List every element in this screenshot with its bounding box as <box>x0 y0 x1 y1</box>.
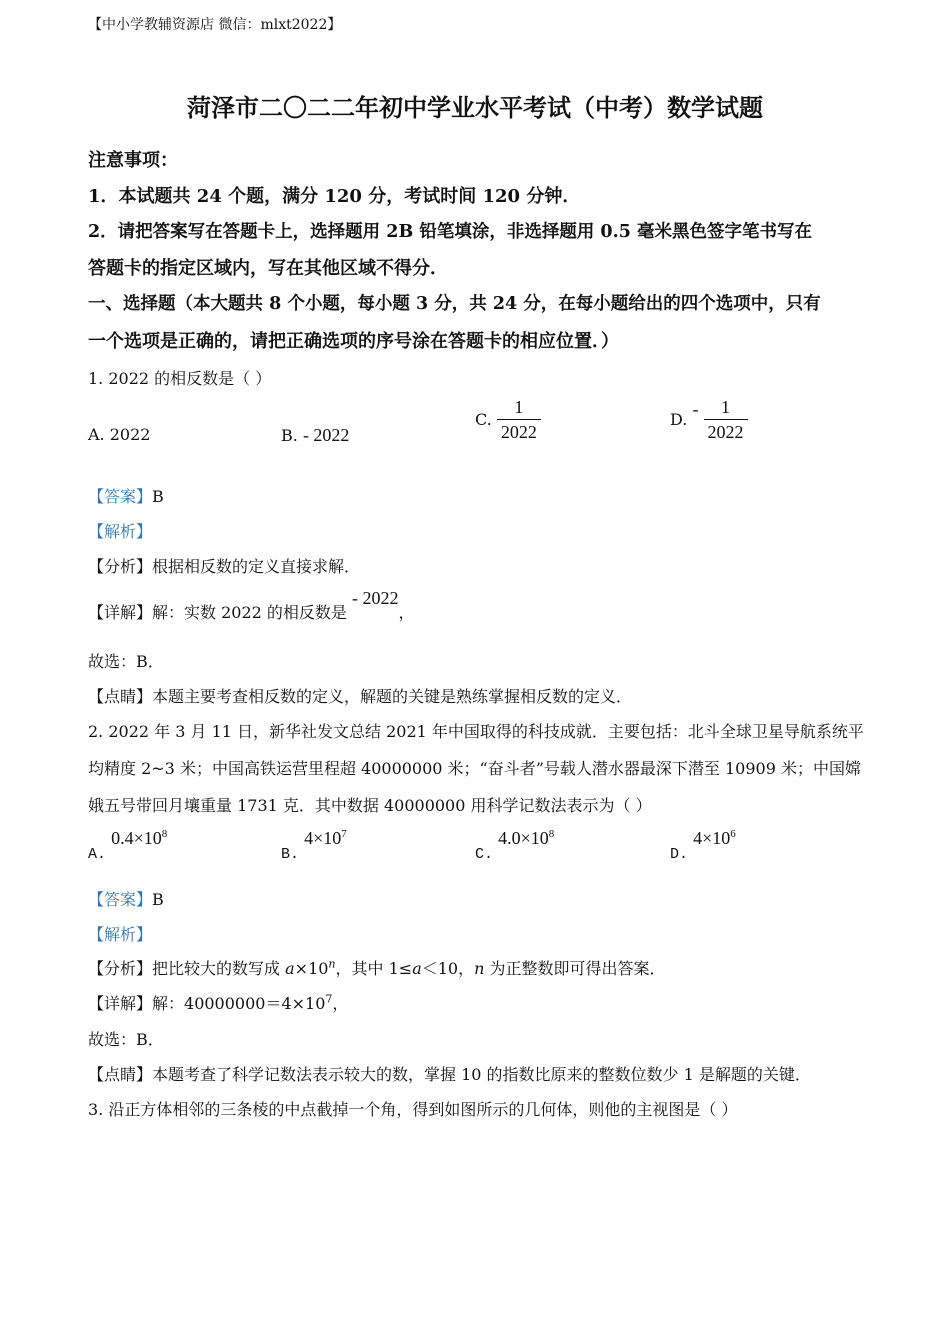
xiangjie-tail: ， <box>332 994 349 1013</box>
xiangjie-tail: ， <box>398 603 415 622</box>
base: 0.4×10 <box>111 828 162 848</box>
var-a-2: a <box>412 959 422 978</box>
fenxi-text-a: 把比较大的数写成 <box>152 959 286 978</box>
xiangjie-exponent: 7 <box>325 992 333 1006</box>
answer-tag: 【答案】 <box>88 487 153 506</box>
question-2-option-b <box>281 828 347 863</box>
question-2-analysis-tag: 【解析】 <box>88 925 153 944</box>
option-d-label: D. <box>670 410 688 429</box>
base: 4.0×10 <box>498 828 549 848</box>
question-2-stem-line-2: 均精度 2~3 米；中国高铁运营里程超 40000000 米；“奋斗者”号载人潜水器最深下潜至 10909 米；中国嫦 <box>88 759 861 778</box>
var-n: n <box>474 959 485 978</box>
notice-item-2-line-1: 2．请把答案写在答题卡上，选择题用 2B 铅笔填涂，非选择题用 0.5 毫米黑色签字笔书写在 <box>88 222 812 242</box>
base: 4×10 <box>304 828 342 848</box>
option-b-label: B. <box>281 426 298 445</box>
fenxi-text-d: ，其中 1≤ <box>335 959 413 978</box>
fraction-numerator: 1 <box>721 397 731 417</box>
option-d-label: D. <box>670 846 689 863</box>
exponent: 7 <box>341 828 347 840</box>
question-2-option-a <box>88 828 168 863</box>
notice-item-2-line-2: 答题卡的指定区域内，写在其他区域不得分． <box>88 258 448 279</box>
question-2-option-d <box>670 828 736 863</box>
var-n-exponent: n <box>328 957 336 971</box>
question-2-stem-line-3: 娥五号带回月壤重量 1731 克．其中数据 40000000 用科学记数法表示为（ ） <box>88 796 652 815</box>
option-a-value <box>111 828 167 848</box>
section-1-instructions-line-2: 一个选项是正确的，请把正确选项的序号涂在答题卡的相应位置．） <box>88 331 619 352</box>
option-a-label: A. <box>88 846 107 863</box>
dianjing-tag: 【点睛】 <box>88 687 153 706</box>
exponent: 6 <box>730 828 736 840</box>
question-1-analysis-tag: 【解析】 <box>88 522 153 541</box>
question-1-choose: 故选：B． <box>88 652 164 671</box>
dianjing-tag: 【点睛】 <box>88 1065 153 1084</box>
xiangjie-value: - 2022 <box>352 588 399 608</box>
option-d-fraction <box>704 398 748 441</box>
base: 4×10 <box>693 828 731 848</box>
option-b-value: - 2022 <box>302 425 350 445</box>
watermark-header: 【中小学教辅资源店 微信：mlxt2022】 <box>88 17 342 33</box>
fenxi-text-h: 为正整数即可得出答案． <box>484 959 666 978</box>
option-c-label: C. <box>475 410 492 429</box>
fenxi-tag: 【分析】 <box>88 959 153 978</box>
fraction-numerator: 1 <box>514 397 524 417</box>
question-1-option-c <box>475 398 541 441</box>
xiangjie-tag: 【详解】 <box>88 603 153 622</box>
exponent: 8 <box>161 828 168 840</box>
question-2-xiangjie <box>88 991 348 1014</box>
xiangjie-tag: 【详解】 <box>88 994 153 1013</box>
fraction-denominator: 2022 <box>704 419 748 441</box>
option-c-value <box>498 828 554 848</box>
option-c-fraction <box>497 398 541 441</box>
dianjing-text: 本题考查了科学记数法表示较大的数，掌握 10 的指数比原来的整数位数少 1 是解题的关键． <box>152 1065 811 1084</box>
option-d-value <box>693 828 736 848</box>
exponent: 8 <box>548 828 555 840</box>
question-1-option-b <box>281 425 349 446</box>
question-2-choose: 故选：B． <box>88 1030 164 1049</box>
answer-tag: 【答案】 <box>88 890 153 909</box>
xiangjie-text: 解：40000000＝4×10 <box>152 994 326 1013</box>
question-2-dianjing <box>88 1062 811 1085</box>
question-1-fenxi <box>88 554 360 577</box>
page-title: 菏泽市二〇二二年初中学业水平考试（中考）数学试题 <box>187 93 763 122</box>
question-1-answer <box>88 484 164 507</box>
question-3-stem: 3. 沿正方体相邻的三条棱的中点截掉一个角，得到如图所示的几何体，则他的主视图是（ ） <box>88 1100 738 1119</box>
option-b-label: B. <box>281 846 300 863</box>
xiangjie-text: 解：实数 2022 的相反数是 <box>152 603 347 622</box>
dianjing-text: 本题主要考查相反数的定义，解题的关键是熟练掌握相反数的定义． <box>152 687 633 706</box>
section-1-instructions-line-1: 一、选择题（本大题共 8 个小题，每小题 3 分，共 24 分，在每小题给出的四个选项中，只有 <box>88 294 821 314</box>
question-1-option-d <box>670 398 748 441</box>
option-d-sign: - <box>692 399 699 419</box>
option-c-label: C. <box>475 846 494 863</box>
fraction-denominator: 2022 <box>497 419 541 441</box>
question-2-option-c <box>475 828 555 863</box>
fenxi-text-c: ×10 <box>294 959 329 978</box>
question-2-fenxi <box>88 956 666 979</box>
question-1-stem: 1. 2022 的相反数是（ ） <box>88 369 272 388</box>
fenxi-text-f: ＜10， <box>421 959 475 978</box>
question-1-dianjing <box>88 684 632 707</box>
answer-value: B <box>152 487 164 506</box>
question-2-stem-line-1: 2. 2022 年 3 月 11 日，新华社发文总结 2021 年中国取得的科技成就．主要包括：北斗全球卫星导航系统平 <box>88 722 864 741</box>
notice-heading: 注意事项： <box>88 150 178 171</box>
option-b-value <box>304 828 347 848</box>
var-a: a <box>285 959 295 978</box>
notice-item-1: 1．本试题共 24 个题，满分 120 分，考试时间 120 分钟． <box>88 186 581 207</box>
fenxi-tag: 【分析】 <box>88 557 153 576</box>
question-1-option-a: A. 2022 <box>88 425 151 444</box>
fenxi-text: 根据相反数的定义直接求解． <box>152 557 361 576</box>
question-1-xiangjie <box>88 588 415 623</box>
answer-value: B <box>152 890 164 909</box>
question-2-answer <box>88 887 164 910</box>
